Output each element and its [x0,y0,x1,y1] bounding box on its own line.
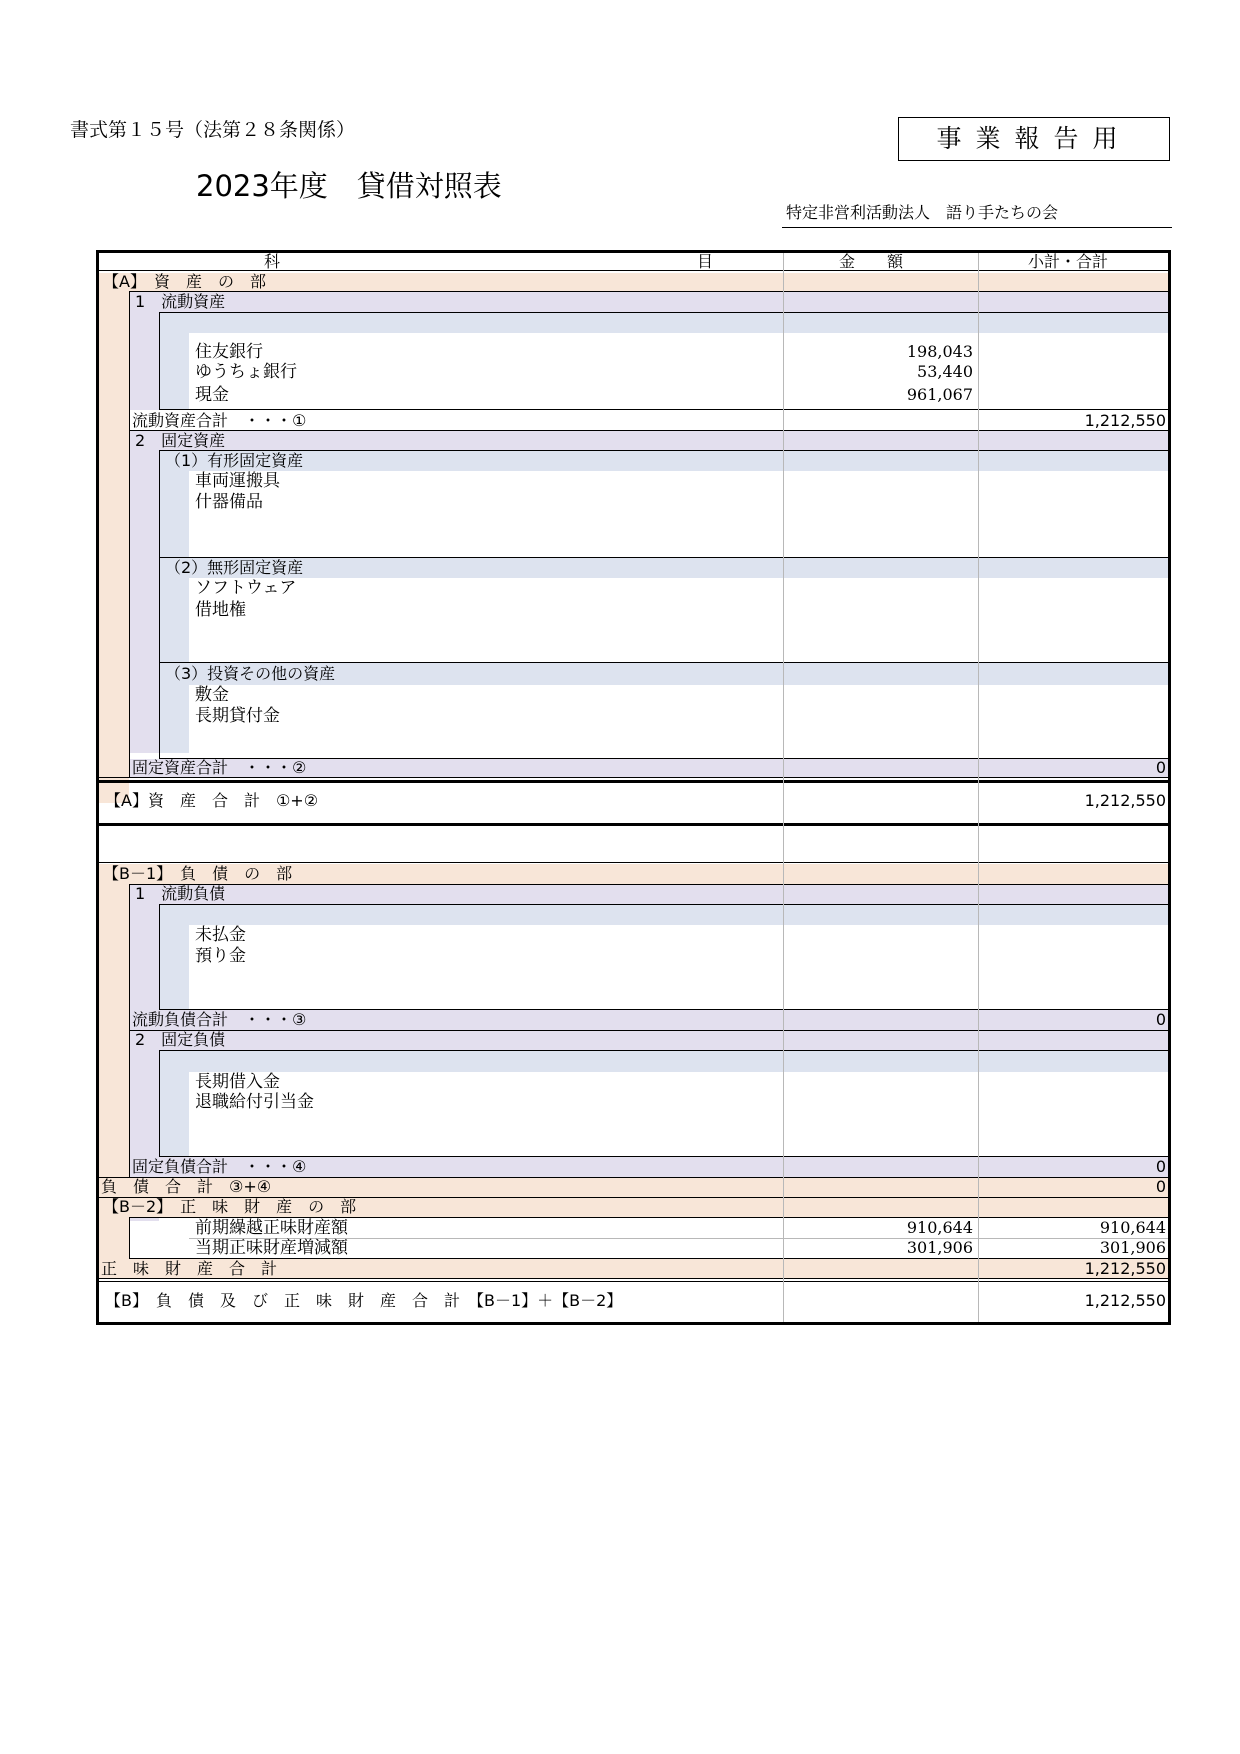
current-assets-total: 1,212,550 [1084,411,1166,430]
liabilities-total-label: 負 債 合 計 ③+④ [101,1177,272,1196]
current-assets-heading: 1 流動資産 [135,292,226,311]
current-asset-name: ゆうちょ銀行 [195,362,297,382]
net-assets-total-label: 正 味 財 産 合 計 [101,1259,278,1278]
net-assets-total: 1,212,550 [1084,1259,1166,1278]
net-asset-item-amount: 301,906 [906,1238,973,1257]
column-header-subtotal: 小計・合計 [1028,252,1109,271]
net-assets-heading: 【B－2】 正 味 財 産 の 部 [103,1197,357,1216]
fixed-liability-item: 長期借入金 [195,1072,280,1092]
liabilities-and-net-assets-total-label: 【B】 負 債 及 び 正 味 財 産 合 計 【B－1】＋【B－2】 [105,1291,623,1310]
investments-heading: （3）投資その他の資産 [165,664,336,683]
current-liability-item: 預り金 [195,946,246,966]
net-asset-item-name: 当期正味財産増減額 [195,1238,348,1258]
intangible-asset-item: ソフトウェア [195,578,297,598]
fixed-liabilities-total: 0 [1155,1157,1166,1176]
document-title: 2023年度 貸借対照表 [196,169,502,203]
form-number: 書式第１５号（法第２８条関係） [70,119,356,141]
organization-name: 特定非営利活動法人 語り手たちの会 [782,200,1172,228]
fixed-assets-heading: 2 固定資産 [135,431,226,450]
fixed-assets-total: 0 [1155,758,1166,777]
business-report-stamp: 事業報告用 [898,117,1170,161]
assets-grand-total-label: 【A】資 産 合 計 ①+② [105,791,319,810]
tangible-asset-item: 車両運搬具 [195,471,280,491]
net-asset-item-amount: 910,644 [906,1218,973,1237]
fixed-assets-total-label: 固定資産合計 ・・・② [132,758,307,777]
current-assets-total-label: 流動資産合計 ・・・① [132,411,307,430]
balance-sheet-table [96,250,1171,1325]
current-asset-amount: 198,043 [906,342,973,361]
current-liability-item: 未払金 [195,925,246,945]
assets-heading: 【A】 資 産 の 部 [103,272,266,291]
current-liabilities-heading: 1 流動負債 [135,884,226,903]
intangible-asset-item: 借地権 [195,600,246,620]
net-asset-item-subtotal: 301,906 [1099,1238,1166,1257]
net-asset-item-subtotal: 910,644 [1099,1218,1166,1237]
fixed-liability-item: 退職給付引当金 [195,1092,314,1112]
tangible-fixed-assets-heading: （1）有形固定資産 [165,451,304,470]
fixed-liabilities-total-label: 固定負債合計 ・・・④ [132,1157,307,1176]
assets-grand-total: 1,212,550 [1084,791,1166,810]
fixed-liabilities-heading: 2 固定負債 [135,1030,226,1049]
liabilities-total: 0 [1155,1177,1166,1196]
current-asset-amount: 53,440 [917,362,973,381]
net-asset-item-name: 前期繰越正味財産額 [195,1218,348,1238]
column-header-subject-right: 目 [697,252,714,271]
current-liabilities-total: 0 [1155,1010,1166,1029]
investment-item: 敷金 [195,685,229,705]
intangible-fixed-assets-heading: （2）無形固定資産 [165,558,304,577]
tangible-asset-item: 什器備品 [195,492,263,512]
investment-item: 長期貸付金 [195,706,280,726]
current-asset-name: 現金 [195,385,229,405]
liabilities-and-net-assets-total: 1,212,550 [1084,1291,1166,1310]
column-header-subject-left: 科 [264,252,281,271]
liabilities-heading: 【B－1】 負 債 の 部 [103,864,293,883]
column-header-amount: 金 額 [839,252,904,271]
current-asset-amount: 961,067 [906,385,973,404]
current-asset-name: 住友銀行 [195,342,263,362]
current-liabilities-total-label: 流動負債合計 ・・・③ [132,1010,307,1029]
